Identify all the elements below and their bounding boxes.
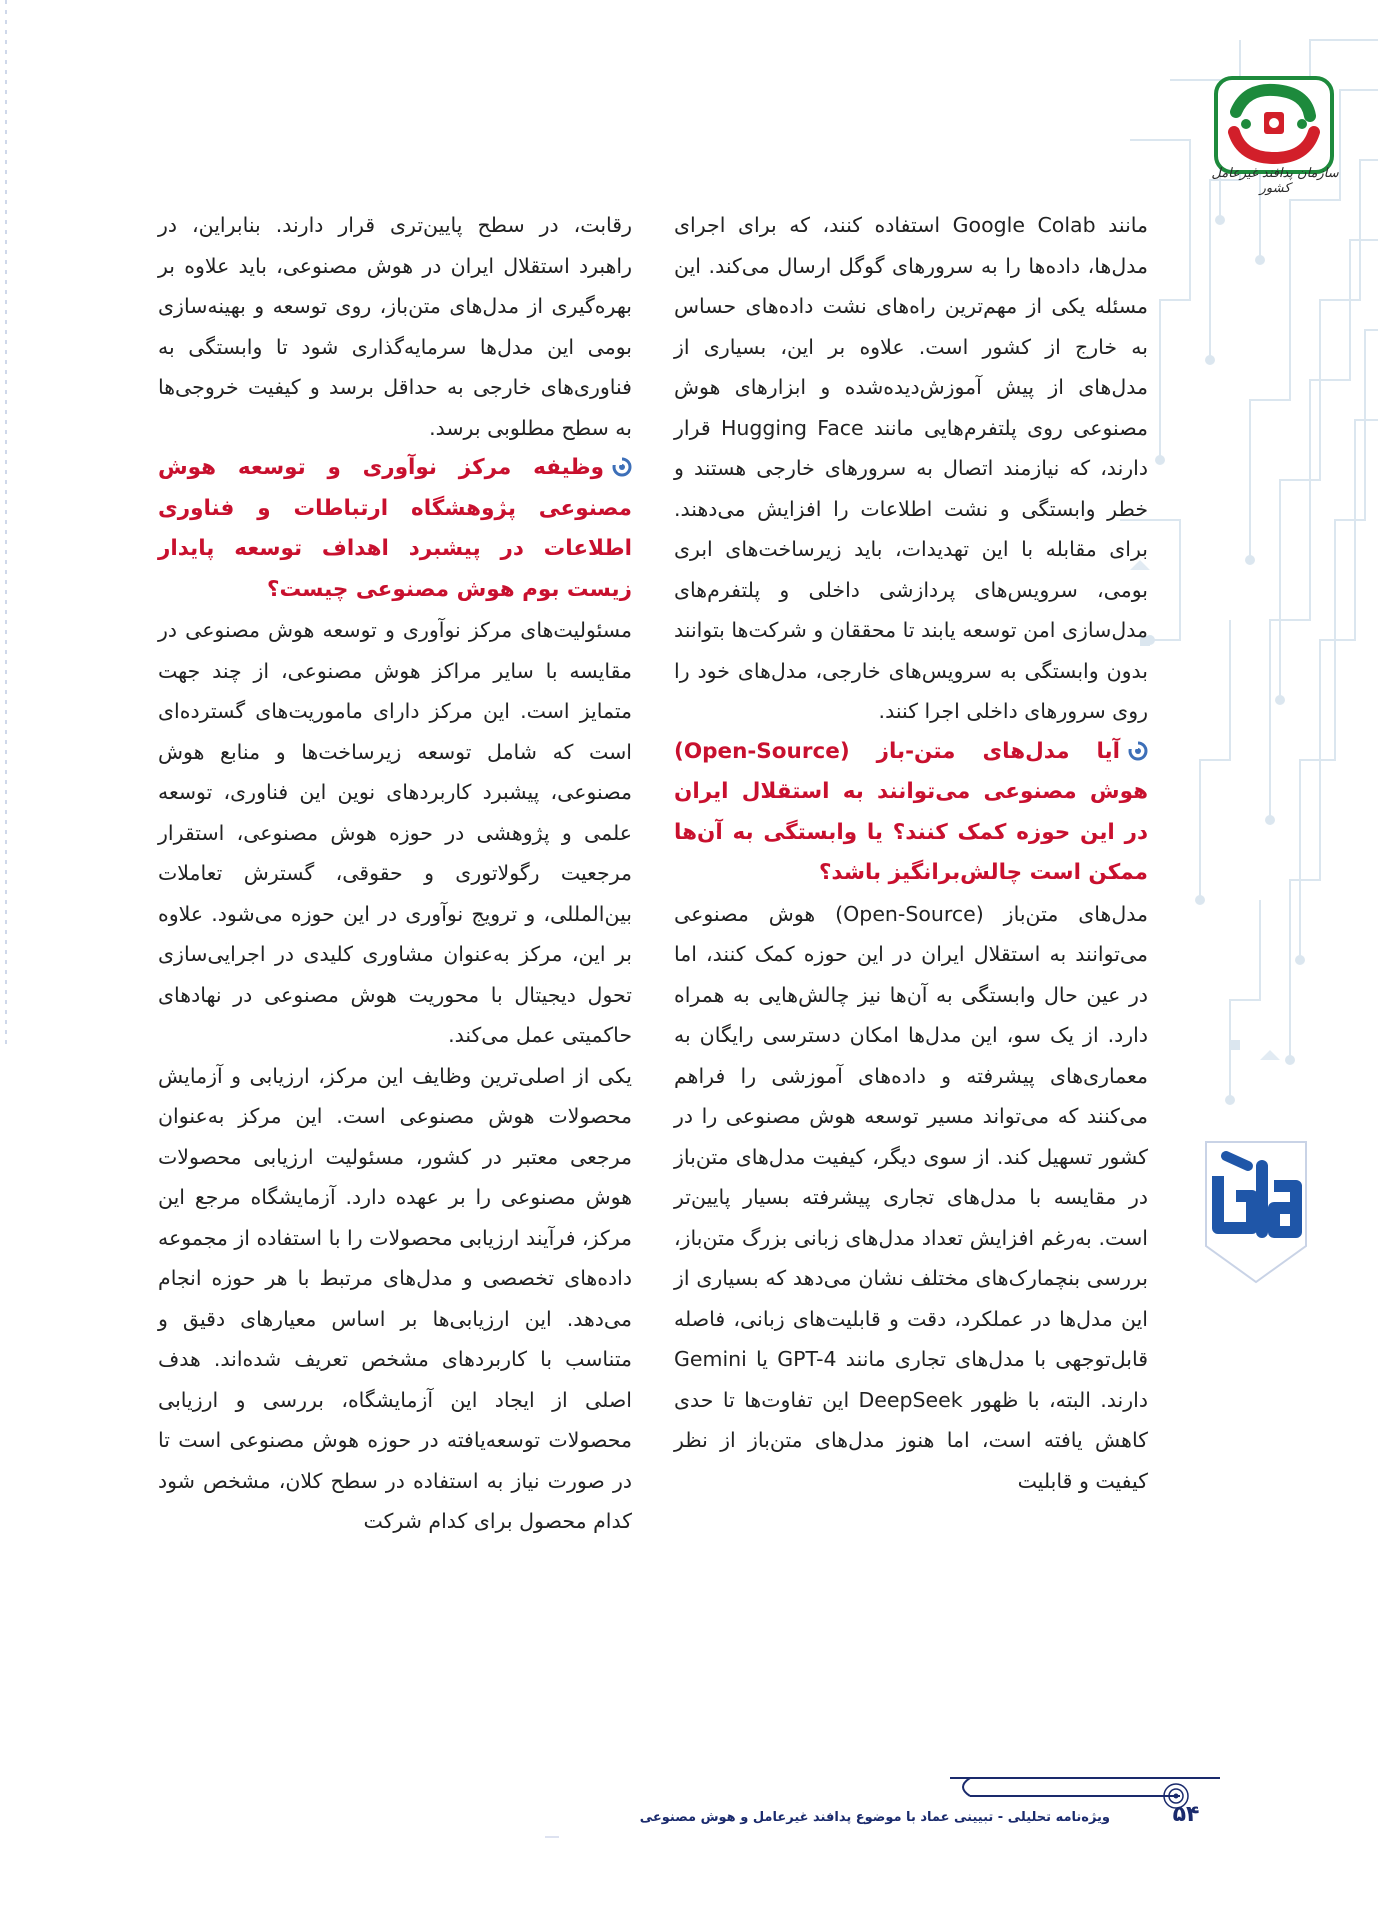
- page-number: ۵۴: [1172, 1802, 1200, 1827]
- emad-logo-icon: [1196, 1136, 1316, 1286]
- section-heading-text: وظیفه مرکز نوآوری و توسعه هوش مصنوعی پژوهشگاه ارتباطات و فناوری اطلاعات در پیشبرد اهداف توسعه پایدار زیست بوم هوش مصنوعی چیست؟: [158, 455, 632, 602]
- paragraph: مدل‌های متن‌باز (Open-Source) هوش مصنوعی می‌توانند به استقلال ایران در این حوزه کمک کنند، اما در عین حال وابستگی به آن‌ها نیز چالش‌هایی به همراه دارد. از یک سو، این مدل‌ها امکان دسترسی رایگان به معماری‌های پیشرفته و داده‌های آموزشی را فراهم می‌کنند که می‌تواند مسیر توسعه هوش مصنوعی را در کشور تسهیل کند. از سوی دیگر، کیفیت مدل‌های متن‌باز در مقایسه با مدل‌های تجاری پیشرفته بسیار پایین‌تر است. به‌رغم افزایش تعداد مدل‌های زبانی بزرگ متن‌باز، بررسی بنچمارک‌های مختلف نشان می‌دهد که بسیاری از این مدل‌ها در عملکرد، دقت و قابلیت‌های زبانی، فاصله قابل‌توجهی با مدل‌های تجاری مانند GPT-4 یا Gemini دارند. البته، با ظهور DeepSeek این تفاوت‌ها تا حدی کاهش یافته است، اما هنوز مدل‌های متن‌باز از نظر کیفیت و قابلیت: [674, 901, 1149, 1493]
- left-column: [158, 205, 632, 1542]
- circular-bullet-icon: [1128, 741, 1148, 761]
- paragraph: مانند Google Colab استفاده کنند، که برای اجرای مدل‌ها، داده‌ها را به سرورهای گوگل ارسال می‌کند. این مسئله یکی از مهم‌ترین راه‌های نشت داده‌های حساس به خارج از کشور است. علاوه بر این، بسیاری از مدل‌های از پیش آموزش‌دیده‌شده و ابزارهای هوش مصنوعی روی پلتفرم‌هایی مانند Hugging Face قرار دارند، که نیازمند اتصال به سرورهای خارجی هستند و خطر وابستگی و نشت اطلاعات را افزایش می‌دهند. برای مقابله با این تهدیدات، باید زیرساخت‌های ابری بومی، سرویس‌های پردازشی داخلی و پلتفرم‌های مدل‌سازی امن توسعه یابند تا محققان و شرکت‌ها بتوانند بدون وابستگی به سرویس‌های خارجی، مدل‌های خود را روی سرورهای داخلی اجرا کنند.: [674, 213, 1149, 723]
- left-edge-dashes: [0, 0, 30, 1050]
- paragraph: رقابت، در سطح پایین‌تری قرار دارند. بنابراین، در راهبرد استقلال ایران در هوش مصنوعی، باید علاوه بر بهره‌گیری از مدل‌های متن‌باز، روی توسعه و بهینه‌سازی بومی این مدل‌ها سرمایه‌گذاری شود تا وابستگی به فناوری‌های خارجی به حداقل برسد و کیفیت خروجی‌ها به سطح مطلوبی برسد.: [158, 213, 632, 440]
- footer-title: ویژه‌نامه تحلیلی - تبیینی عماد با موضوع پدافند غیرعامل و هوش مصنوعی: [639, 1810, 1110, 1825]
- section-heading: [674, 732, 1148, 894]
- paragraph: مسئولیت‌های مرکز نوآوری و توسعه هوش مصنوعی در مقایسه با سایر مراکز هوش مصنوعی، از چند جهت متمایز است. این مرکز دارای ماموریت‌های گسترده‌ای است که شامل توسعه زیرساخت‌ها و منابع هوش مصنوعی، پیشبرد کاربردهای نوین این فناوری، توسعه علمی و پژوهشی در حوزه هوش مصنوعی، استقرار مرجعیت رگولاتوری و حقوقی، گسترش تعاملات بین‌المللی، و ترویج نوآوری در این حوزه می‌شود. علاوه بر این، مرکز به‌عنوان مشاوری کلیدی در اجرایی‌سازی تحول دیجیتال با محوریت هوش مصنوعی در نهادهای حاکمیتی عمل می‌کند.: [158, 618, 632, 1047]
- circular-bullet-icon: [612, 457, 632, 477]
- section-heading: [158, 448, 632, 610]
- footer-divider: [545, 1836, 559, 1838]
- organization-caption: سازمان پدافند غیرعامل کشور: [1211, 166, 1339, 196]
- section-heading-text: آیا مدل‌های متن-باز (Open-Source) هوش مصنوعی می‌توانند به استقلال ایران در این حوزه کمک کنند؟ یا وابستگی به آن‌ها ممکن است چالش‌برانگیز باشد؟: [674, 738, 1148, 885]
- right-column: [674, 205, 1148, 1501]
- paragraph: یکی از اصلی‌ترین وظایف این مرکز، ارزیابی و آزمایش محصولات هوش مصنوعی است. این مرکز به‌عنوان مرجعی معتبر در کشور، مسئولیت ارزیابی محصولات هوش مصنوعی را بر عهده دارد. آزمایشگاه مرجع این مرکز، فرآیند ارزیابی محصولات را با استفاده از مجموعه داده‌های تخصصی و مدل‌های مرتبط با هر حوزه انجام می‌دهد. این ارزیابی‌ها بر اساس معیارهای دقیق و متناسب با کاربردهای مشخص تعریف شده‌اند. هدف اصلی از ایجاد این آزمایشگاه، بررسی و ارزیابی محصولات توسعه‌یافته در حوزه هوش مصنوعی است تا در صورت نیاز به استفاده در سطح کلان، مشخص شود کدام محصول برای کدام شرکت: [158, 1063, 632, 1533]
